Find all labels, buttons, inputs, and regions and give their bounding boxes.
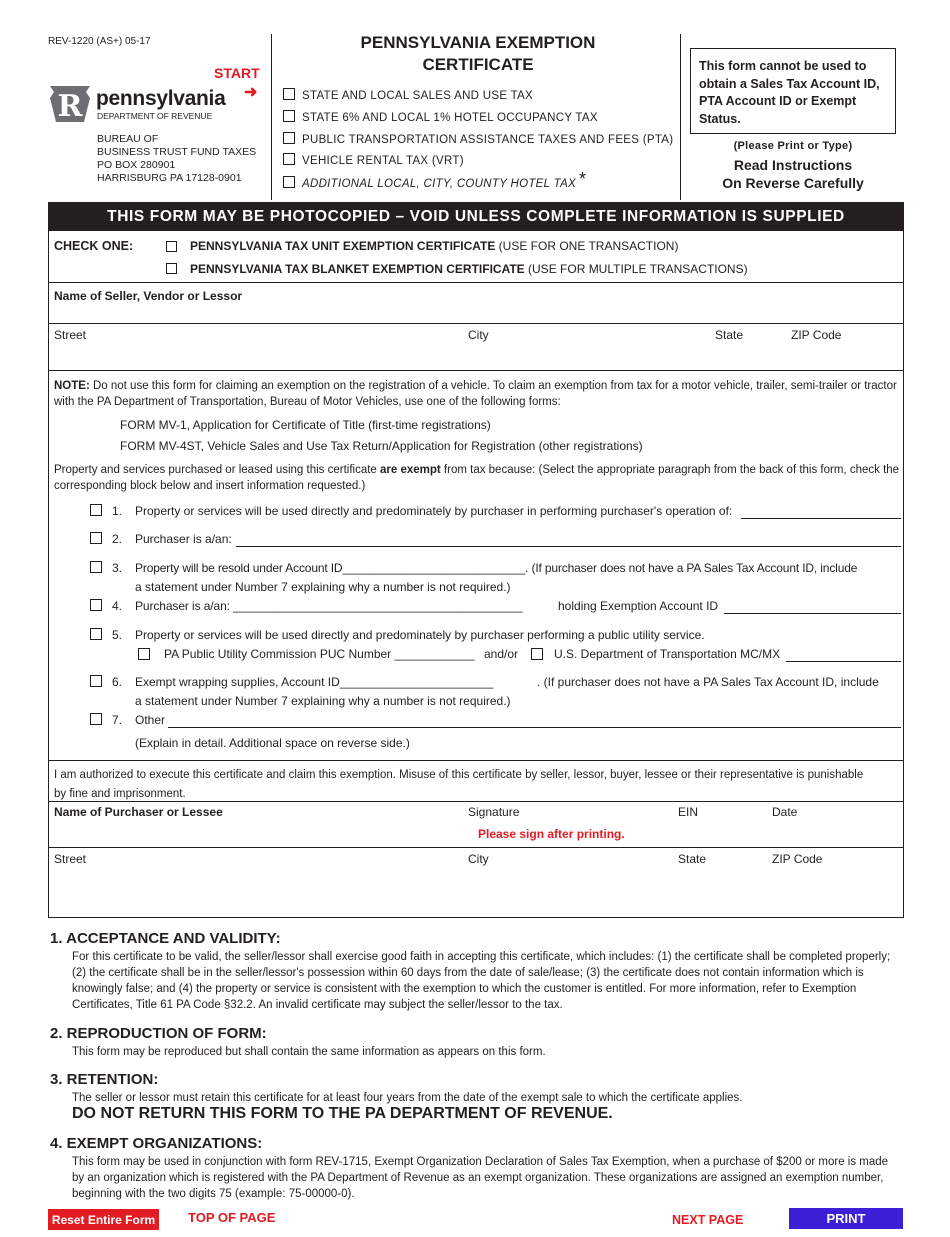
unit-exemption-label: PENNSYLVANIA TAX UNIT EXEMPTION CERTIFICATE (USE FOR ONE TRANSACTION): [190, 239, 679, 253]
divider: [48, 847, 904, 848]
print-type-note: (Please Print or Type): [733, 140, 853, 152]
reason-number: 2.: [112, 532, 123, 546]
blanket-exemption-label: PENNSYLVANIA TAX BLANKET EXEMPTION CERTIFICATE (USE FOR MULTIPLE TRANSACTIONS): [190, 262, 748, 276]
read-instructions: Read Instructions: [733, 157, 853, 173]
top-of-page-link[interactable]: TOP OF PAGE: [188, 1210, 276, 1225]
reason-5-checkbox[interactable]: [90, 628, 102, 640]
start-arrow-icon: ➜: [244, 84, 258, 101]
section-text: This form may be used in conjunction with form REV-1715, Exempt Organization Declaration of Sales Tax Exemption, when a purchase of $200 or more is made by an organization which is registered with the PA Department of Revenue as an exempt organization. These organizations are assigned an exemption number, beginning with the two digits 75 (example: 75-00000-0).: [72, 1156, 889, 1200]
header-divider: [680, 34, 681, 200]
address-line: PO BOX 280901: [97, 159, 176, 171]
section-text: For this certificate to be valid, the seller/lessor shall exercise good faith in accepting this certificate, which includes: (1) the certificate shall be completed properly; (2) the certificate shall be in the seller/lessor's possession within 60 days from the date of sale/lease; (3) the certificate does not contain information which is knowingly false; and (4) the property or service is consistent with the exemption to which the customer is entitled. For more information, refer to Exemption Certificates, Title 61 PA Code §32.2. An invalid certificate may subject the seller/lessor to the tax.: [72, 951, 891, 1011]
start-label: START: [214, 65, 260, 81]
check-one-label: CHECK ONE:: [54, 239, 134, 253]
reason-7-explain: (Explain in detail. Additional space on reverse side.): [135, 736, 410, 750]
tax-type-label: STATE 6% AND LOCAL 1% HOTEL OCCUPANCY TAX: [302, 112, 598, 124]
purchaser-city-label: City: [468, 852, 489, 866]
puc-checkbox[interactable]: [138, 648, 150, 660]
tax-type-label: STATE AND LOCAL SALES AND USE TAX: [302, 90, 534, 102]
reason-number: 5.: [112, 628, 123, 642]
reason-4-checkbox[interactable]: [90, 599, 102, 611]
reason-6-checkbox[interactable]: [90, 675, 102, 687]
dot-checkbox[interactable]: [531, 648, 543, 660]
section-heading: 1. ACCEPTANCE AND VALIDITY:: [50, 930, 281, 947]
reason-3-text-line2: a statement under Number 7 explaining why a number is not required.): [135, 580, 511, 594]
sign-after-printing: Please sign after printing.: [478, 827, 625, 841]
form-mv1: FORM MV-1, Application for Certificate of Title (first-time registrations): [120, 418, 491, 432]
reason-number: 7.: [112, 713, 123, 727]
address-line: BUSINESS TRUST FUND TAXES: [97, 146, 257, 158]
reason-number: 6.: [112, 675, 123, 689]
reason-number: 3.: [112, 561, 123, 575]
section-heading: 3. RETENTION:: [50, 1071, 159, 1088]
tax-type-checkbox[interactable]: [283, 110, 295, 122]
reason-2-input[interactable]: [236, 546, 901, 547]
reason-number: 4.: [112, 599, 123, 613]
tax-type-label: ADDITIONAL LOCAL, CITY, COUNTY HOTEL TAX: [302, 178, 577, 190]
reason-7-checkbox[interactable]: [90, 713, 102, 725]
photocopy-banner: [48, 202, 904, 231]
notice-text: This form cannot be used to obtain a Sales Tax Account ID, PTA Account ID or Exempt Status.: [699, 59, 880, 126]
ein-label: EIN: [678, 805, 699, 819]
reason-2-text: Purchaser is a/an:: [135, 532, 232, 546]
do-not-return-warning: DO NOT RETURN THIS FORM TO THE PA DEPARTMENT OF REVENUE.: [72, 1105, 613, 1122]
and-or-label: and/or: [484, 647, 519, 661]
reason-2-checkbox[interactable]: [90, 532, 102, 544]
reason-4-input[interactable]: [724, 613, 901, 614]
purchaser-zip-label: ZIP Code: [772, 852, 823, 866]
unit-exemption-checkbox[interactable]: [166, 241, 177, 252]
purchaser-state-label: State: [678, 852, 707, 866]
form-mv4st: FORM MV-4ST, Vehicle Sales and Use Tax Return/Application for Registration (other registrations): [120, 439, 643, 453]
divider: [48, 282, 904, 283]
reason-1-text: Property or services will be used directly and predominately by purchaser in performing purchaser's operation of:: [135, 504, 733, 518]
tax-type-label: VEHICLE RENTAL TAX (VRT): [302, 155, 464, 167]
address-line: HARRISBURG PA 17128-0901: [97, 172, 242, 184]
address-line: BUREAU OF: [97, 133, 159, 145]
reason-1-input[interactable]: [741, 518, 901, 519]
reason-4-account-label: holding Exemption Account ID: [558, 599, 719, 613]
property-paragraph: Property and services purchased or leased using this certificate are exempt from tax because: (Select the appropriate paragraph from the back of this form, check the corresponding block below and insert information requested.): [54, 464, 900, 492]
logo-subtitle: DEPARTMENT OF REVENUE: [97, 111, 213, 121]
note-paragraph: NOTE: Do not use this form for claiming an exemption on the registration of a vehicle. To claim an exemption from tax for a motor vehicle, trailer, semi-trailer or tractor with the PA Department of Transportation, Bureau of Motor Vehicles, use one of the following forms:: [54, 380, 897, 408]
seller-street-label: Street: [54, 328, 87, 342]
section-text: The seller or lessor must retain this certificate for at least four years from the date of the exempt sale to which the certificate applies.: [72, 1092, 743, 1104]
seller-city-label: City: [468, 328, 489, 342]
reason-6-text-line2: a statement under Number 7 explaining why a number is not required.): [135, 694, 511, 708]
authorization-text: I am authorized to execute this certificate and claim this exemption. Misuse of this certificate by seller, lessor, buyer, lessee or their representative is punishable by fine and imprisonment.: [54, 769, 864, 800]
svg-text:R: R: [57, 89, 83, 124]
divider: [48, 801, 904, 802]
date-label: Date: [772, 805, 798, 819]
next-page-link[interactable]: NEXT PAGE: [672, 1213, 744, 1227]
purchaser-street-label: Street: [54, 852, 87, 866]
print-button[interactable]: PRINT: [789, 1208, 903, 1229]
blanket-exemption-checkbox[interactable]: [166, 263, 177, 274]
reason-4-text: Purchaser is a/an: ____________________________________________: [135, 599, 523, 613]
section-text: This form may be reproduced but shall contain the same information as appears on this form.: [72, 1046, 546, 1058]
seller-state-label: State: [715, 328, 744, 342]
keystone-logo-icon: [46, 82, 94, 126]
form-title: PENNSYLVANIA EXEMPTION: [360, 33, 596, 52]
dot-input[interactable]: [786, 661, 901, 662]
seller-zip-label: ZIP Code: [791, 328, 842, 342]
dot-label: U.S. Department of Transportation MC/MX: [554, 647, 781, 661]
reason-6-text: Exempt wrapping supplies, Account ID_______________________: [135, 675, 494, 689]
signature-label: Signature: [468, 805, 520, 819]
section-heading: 2. REPRODUCTION OF FORM:: [50, 1025, 267, 1042]
divider: [48, 760, 904, 761]
tax-type-checkbox[interactable]: [283, 153, 295, 165]
tax-type-checkbox[interactable]: [283, 88, 295, 100]
header-divider: [271, 34, 272, 200]
section-heading: 4. EXEMPT ORGANIZATIONS:: [50, 1135, 263, 1152]
reason-3-text: Property will be resold under Account ID____________________________. (If purchaser does not have a PA Sales Tax Account ID, include: [135, 561, 858, 575]
puc-label: PA Public Utility Commission PUC Number ____________: [164, 647, 475, 661]
read-instructions-line2: On Reverse Carefully: [722, 175, 864, 191]
reason-3-checkbox[interactable]: [90, 561, 102, 573]
reset-form-button[interactable]: Reset Entire Form: [48, 1209, 159, 1230]
tax-type-label: PUBLIC TRANSPORTATION ASSISTANCE TAXES AND FEES (PTA): [302, 134, 674, 146]
reason-number: 1.: [112, 504, 123, 518]
reason-5-text: Property or services will be used directly and predominately by purchaser performing a public utility service.: [135, 628, 705, 642]
form-code: REV-1220 (AS+) 05-17: [48, 36, 151, 47]
tax-type-checkbox[interactable]: [283, 132, 295, 144]
banner-text: THIS FORM MAY BE PHOTOCOPIED – VOID UNLESS COMPLETE INFORMATION IS SUPPLIED: [107, 208, 845, 225]
reason-1-checkbox[interactable]: [90, 504, 102, 516]
seller-name-label: Name of Seller, Vendor or Lessor: [54, 289, 243, 303]
reason-7-input[interactable]: [168, 727, 901, 728]
divider: [48, 323, 904, 324]
tax-type-checkbox[interactable]: [283, 176, 295, 188]
logo-word: pennsylvania: [96, 87, 226, 110]
reason-7-text: Other: [135, 713, 166, 727]
reason-6-text-cont: . (If purchaser does not have a PA Sales Tax Account ID, include: [537, 675, 879, 689]
asterisk: *: [579, 169, 587, 189]
notice-box: [690, 48, 896, 134]
divider: [48, 370, 904, 371]
purchaser-name-label: Name of Purchaser or Lessee: [54, 805, 223, 819]
form-title-line2: CERTIFICATE: [422, 55, 534, 74]
